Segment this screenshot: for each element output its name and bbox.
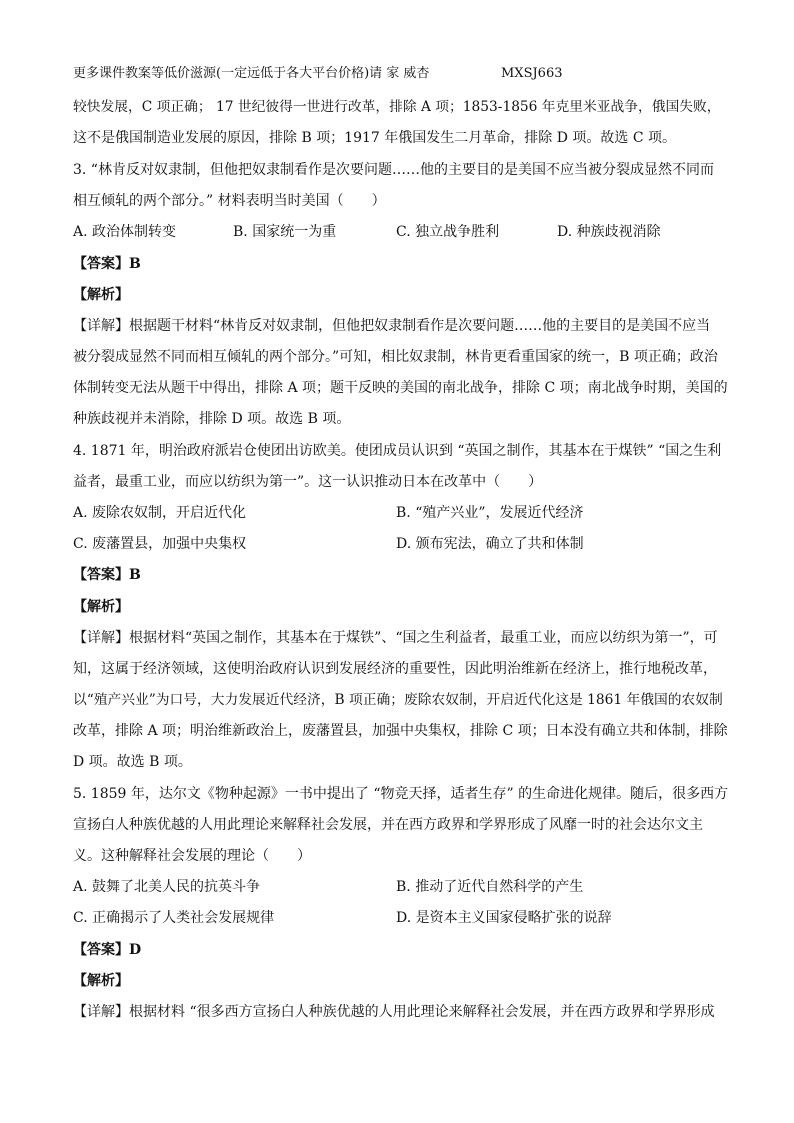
q5-option-d: D. 是资本主义国家侵略扩张的说辞 bbox=[396, 910, 612, 926]
q4-option-a: A. 废除农奴制，开启近代化 bbox=[73, 505, 247, 521]
q5-stem-line-1: 5. 1859 年，达尔文《物种起源》一书中提出了 “物竞天择，适者生存” 的生命进化规律。随后，很多西方 bbox=[73, 786, 729, 802]
page-header bbox=[73, 64, 723, 84]
q3-analysis-label: 【解析】 bbox=[73, 287, 129, 303]
q3-answer: 【答案】B bbox=[73, 256, 141, 272]
q4-stem-line-1: 4. 1871 年，明治政府派岩仓使团出访欧美。使团成员认识到 “英国之制作，其基本在于煤铁” “国之生利 bbox=[73, 443, 722, 459]
q3-stem-line-2: 相互倾轧的两个部分。” 材料表明当时美国（ ） bbox=[73, 193, 386, 209]
q4-answer: 【答案】B bbox=[73, 567, 141, 583]
q4-detail-line-3: 以“殖产兴业”为口号，大力发展近代经济，B 项正确；废除农奴制，开启近代化这是 1861 年俄国的农奴制 bbox=[73, 692, 723, 708]
q5-stem-line-2: 宣扬白人种族优越的人用此理论来解释社会发展，并在西方政界和学界形成了风靡一时的社会达尔文主 bbox=[73, 817, 703, 833]
q4-detail-line-4: 改革，排除 A 项；明治维新政治上，废藩置县，加强中央集权，排除 C 项；日本没有确立共和体制，排除 bbox=[73, 723, 728, 739]
header-promo-text: 更多课件教案等低价滋源(一定远低于各大平台价格)请 家 威杏 bbox=[73, 66, 430, 81]
q3-option-c: C. 独立战争胜利 bbox=[396, 224, 500, 240]
q5-stem-line-3: 义。这种解释社会发展的理论（ ） bbox=[73, 848, 311, 864]
q4-stem-line-2: 益者，最重工业，而应以纺织为第一”。这一认识推动日本在改革中（ ） bbox=[73, 474, 543, 490]
prev-line-1: 较快发展，C 项正确； 17 世纪彼得一世进行改革，排除 A 项；1853-1856 年克里米亚战争，俄国失败， bbox=[73, 99, 721, 115]
q3-detail-line-3: 体制转变无法从题干中得出，排除 A 项；题干反映的美国的南北战争，排除 C 项；南北战争时期，美国的 bbox=[73, 380, 728, 396]
q3-detail-line-2: 被分裂成显然不同而相互倾轧的两个部分。”可知，相比奴隶制，林肯更看重国家的统一，B 项正确；政治 bbox=[73, 349, 718, 365]
q4-detail-line-2: 知，这属于经济领域，这使明治政府认识到发展经济的重要性，因此明治维新在经济上，推行地税改革， bbox=[73, 661, 717, 677]
q4-detail-line-5: D 项。故选 B 项。 bbox=[73, 754, 192, 770]
q3-detail-line-4: 种族歧视并未消除，排除 D 项。故选 B 项。 bbox=[73, 411, 351, 427]
q5-analysis-label: 【解析】 bbox=[73, 973, 129, 989]
q4-option-c: C. 废藩置县，加强中央集权 bbox=[73, 536, 247, 552]
q5-option-a: A. 鼓舞了北美人民的抗英斗争 bbox=[73, 879, 261, 895]
q5-answer: 【答案】D bbox=[73, 942, 142, 958]
q5-detail-line-1: 【详解】根据材料 “很多西方宣扬白人种族优越的人用此理论来解释社会发展，并在西方政界和学界形成 bbox=[73, 1004, 715, 1020]
q3-stem-line-1: 3. “林肯反对奴隶制，但他把奴隶制看作是次要问题……他的主要目的是美国不应当被分裂成显然不同而 bbox=[73, 162, 714, 178]
prev-line-2: 这不是俄国制造业发展的原因，排除 B 项；1917 年俄国发生二月革命，排除 D 项。故选 C 项。 bbox=[73, 130, 677, 146]
q5-option-c: C. 正确揭示了人类社会发展规律 bbox=[73, 910, 275, 926]
header-code: MXSJ663 bbox=[501, 66, 563, 81]
q4-option-d: D. 颁布宪法，确立了共和体制 bbox=[396, 536, 584, 552]
q3-option-b: B. 国家统一为重 bbox=[233, 224, 337, 240]
q4-option-b: B. “殖产兴业”，发展近代经济 bbox=[396, 505, 584, 521]
q3-option-a: A. 政治体制转变 bbox=[73, 224, 177, 240]
q4-analysis-label: 【解析】 bbox=[73, 599, 129, 615]
q5-option-b: B. 推动了近代自然科学的产生 bbox=[396, 879, 584, 895]
q4-detail-line-1: 【详解】根据材料“英国之制作，其基本在于煤铁”、“国之生利益者，最重工业，而应以纺织为第一”，可 bbox=[73, 630, 718, 646]
q3-detail-line-1: 【详解】根据题干材料“林肯反对奴隶制，但他把奴隶制看作是次要问题……他的主要目的是美国不应当 bbox=[73, 318, 711, 334]
q3-option-d: D. 种族歧视消除 bbox=[557, 224, 661, 240]
